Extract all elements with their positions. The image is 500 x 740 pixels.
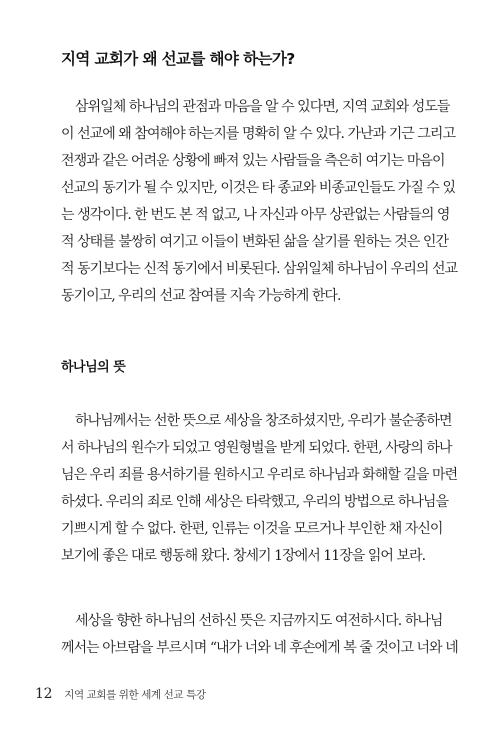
paragraph-line: 서 하나님의 원수가 되었고 영원형벌을 받게 되었다. 한편, 사랑의 하나 [61,440,452,456]
paragraph-motivation [61,94,458,310]
paragraph-line: 이 선교에 왜 참여해야 하는지를 명확히 알 수 있다. 가난과 기근 그리고 [61,126,456,142]
paragraph-line: 선교의 동기가 될 수 있지만, 이것은 타 종교와 비종교인들도 가질 수 있 [61,180,456,196]
subsection-title: 하나님의 뜻 [61,360,126,375]
paragraph-gods-will [61,408,458,570]
paragraph-line: 님은 우리 죄를 용서하기를 원하시고 우리로 하나님과 화해할 길을 마련 [61,467,458,483]
running-title: 지역 교회를 위한 세계 선교 특강 [64,689,206,701]
paragraph-line: 삼위일체 하나님의 관점과 마음을 알 수 있다면, 지역 교회와 성도들 [75,99,450,115]
page-number: 12 [35,686,53,702]
paragraph-line: 적 상태를 불쌍히 여기고 이들이 변화된 삶을 살기를 원하는 것은 인간 [61,234,449,250]
paragraph-line: 보기에 좋은 대로 행동해 왔다. 창세기 1장에서 11장을 읽어 보라. [61,548,426,564]
paragraph-line: 세상을 향한 하나님의 선하신 뜻은 지금까지도 여전하시다. 하나님 [75,613,443,629]
paragraph-line: 전쟁과 같은 어려운 상황에 빠져 있는 사람들을 측은히 여기는 마음이 [61,153,445,169]
page-footer [35,686,206,702]
paragraph-line: 동기이고, 우리의 선교 참여를 지속 가능하게 한다. [61,288,341,304]
paragraph-line: 적 동기보다는 신적 동기에서 비롯된다. 삼위일체 하나님이 우리의 선교 [61,261,458,277]
paragraph-line: 는 생각이다. 한 번도 본 적 없고, 나 자신과 아무 상관없는 사람들의 영 [61,207,450,223]
paragraph-line: 께서는 아브람을 부르시며 “내가 너와 네 후손에게 복 줄 것이고 너와 네 [61,640,458,656]
paragraph-line: 하나님께서는 선한 뜻으로 세상을 창조하셨지만, 우리가 불순종하면 [75,413,452,429]
paragraph-line: 하셨다. 우리의 죄로 인해 세상은 타락했고, 우리의 방법으로 하나님을 [61,494,449,510]
paragraph-line: 기쁘시게 할 수 없다. 한편, 인류는 이것을 모르거나 부인한 채 자신이 [61,521,443,537]
section-title: 지역 교회가 왜 선교를 해야 하는가? [61,50,295,68]
paragraph-abram [61,608,458,662]
